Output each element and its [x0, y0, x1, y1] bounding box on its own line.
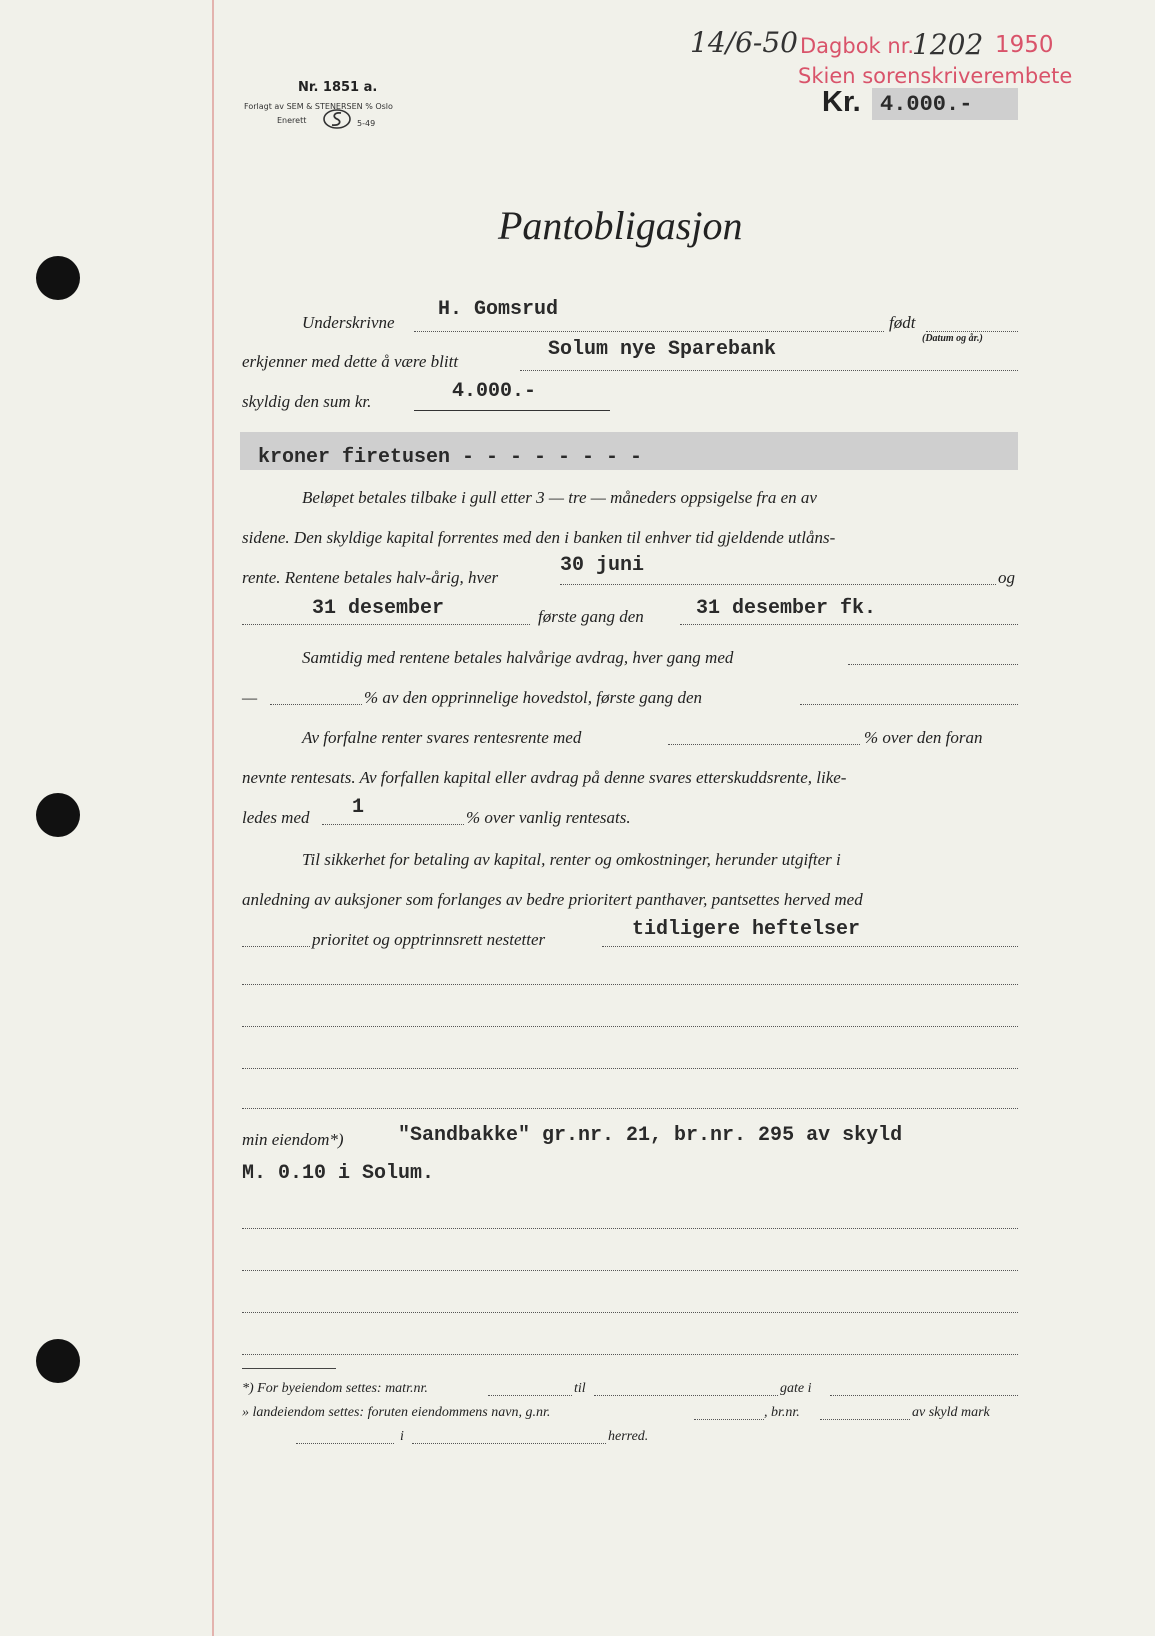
term1-value: 30 juni: [560, 554, 645, 577]
property-line1: "Sandbakke" gr.nr. 21, br.nr. 295 av skyld: [398, 1124, 903, 1147]
first-time-label: første gang den: [538, 607, 644, 626]
p3-rate-blank: [668, 744, 860, 745]
form-number: Nr. 1851 a.: [298, 80, 378, 95]
creditor-line: [520, 370, 1018, 371]
first-time-line: [680, 624, 1018, 625]
first-time-value: 31 desember fk.: [696, 597, 877, 620]
blank-line: [242, 1312, 1018, 1313]
owing-label: skyldig den sum kr.: [242, 392, 372, 411]
property-line2: M. 0.10 i Solum.: [242, 1162, 435, 1185]
publisher-logo-icon: [322, 108, 352, 135]
footnote-blank: [694, 1419, 764, 1420]
priority-line: [602, 946, 1018, 947]
p3-line1b: % over den foran: [864, 728, 983, 747]
dagbok-number: 1202: [912, 28, 984, 61]
p2-date-blank: [800, 704, 1018, 705]
p3-line2: nevnte rentesats. Av forfallen kapital eller avdrag på denne svares etterskuddsrente, like-: [242, 768, 847, 787]
eneret-label: Enerett: [277, 116, 307, 125]
document-title: Pantobligasjon: [498, 203, 743, 248]
p2-line2: % av den opprinnelige hovedstol, første gang den: [364, 688, 703, 707]
handwritten-date: 14/6-50: [690, 26, 798, 59]
term2-value: 31 desember: [312, 597, 445, 620]
punch-hole: [36, 256, 80, 300]
p2-line1: Samtidig med rentene betales halvårige avdrag, hver gang med: [302, 648, 734, 667]
undersigned-label: Underskrivne: [302, 313, 395, 332]
p3-line1a: Av forfalne renter svares rentesrente med: [302, 728, 582, 747]
owing-value: 4.000.-: [452, 380, 537, 403]
late-rate-value: 1: [352, 796, 365, 819]
footnote-blank: [820, 1419, 910, 1420]
late-rate-line: [322, 824, 464, 825]
footnote-blank: [412, 1443, 606, 1444]
kroner-words: kroner firetusen - - - - - - - -: [258, 446, 643, 469]
footnote-line3b: herred.: [608, 1429, 649, 1444]
born-line: [926, 331, 1018, 332]
p4-line3-lead: [242, 946, 310, 947]
blank-line: [242, 1108, 1018, 1109]
footnote-blank: [296, 1443, 394, 1444]
p3-line3a: ledes med: [242, 808, 310, 827]
priority-value: tidligere heftelser: [632, 918, 861, 941]
footnote-line3a: i: [400, 1429, 404, 1444]
footnote-line1b: til: [574, 1381, 586, 1396]
p1-line3b: og: [998, 568, 1015, 587]
footnote-blank: [488, 1395, 572, 1396]
amount-value: 4.000.-: [880, 92, 973, 117]
blank-line: [242, 1068, 1018, 1069]
born-hint: (Datum og år.): [922, 333, 983, 344]
blank-line: [242, 1270, 1018, 1271]
punch-hole: [36, 793, 80, 837]
term2-line: [242, 624, 530, 625]
blank-line: [242, 1354, 1018, 1355]
born-label: født: [889, 313, 916, 332]
p1-line1: Beløpet betales tilbake i gull etter 3 — tre — måneders oppsigelse fra en av: [302, 488, 817, 507]
footnote-rule: [242, 1368, 336, 1369]
blank-line: [242, 984, 1018, 985]
p4-line2: anledning av auksjoner som forlanges av bedre prioritert panthaver, pantsettes herved med: [242, 890, 863, 909]
p4-line3: prioritet og opptrinnsrett nestetter: [312, 930, 546, 949]
stamp-year: 1950: [995, 32, 1054, 58]
p1-line3a: rente. Rentene betales halv-årig, hver: [242, 568, 499, 587]
acknowledge-label: erkjenner med dette å være blitt: [242, 352, 459, 371]
blank-line: [242, 1026, 1018, 1027]
amount-label: Kr.: [822, 86, 861, 118]
term1-line: [560, 584, 996, 585]
footnote-line1c: gate i: [780, 1381, 812, 1396]
edition-label: 5-49: [357, 119, 376, 128]
p3-line3b: % over vanlig rentesats.: [466, 808, 631, 827]
footnote-line2a: » landeiendom settes: foruten eiendommens navn, g.nr.: [242, 1405, 551, 1420]
punch-hole: [36, 1339, 80, 1383]
blank-line: [242, 1228, 1018, 1229]
footnote-blank: [594, 1395, 778, 1396]
p2-line1-blank: [848, 664, 1018, 665]
p4-line1: Til sikkerhet for betaling av kapital, renter og omkostninger, herunder utgifter i: [302, 850, 841, 869]
footnote-blank: [830, 1395, 1018, 1396]
footnote-line1a: *) For byeiendom settes: matr.nr.: [242, 1381, 428, 1396]
p2-percent-blank: [270, 704, 362, 705]
publisher-line: Forlagt av SEM & STENERSEN % Oslo: [244, 102, 393, 111]
stamp-dagbok-label: Dagbok nr.: [800, 34, 915, 58]
p1-line2: sidene. Den skyldige kapital forrentes med den i banken til enhver tid gjeldende utlåns-: [242, 528, 836, 547]
footnote-line2b: , br.nr.: [764, 1405, 800, 1420]
margin-rule: [212, 0, 214, 1636]
owing-line: [414, 410, 610, 411]
p2-dash: —: [242, 688, 258, 707]
undersigned-value: H. Gomsrud: [438, 298, 559, 321]
property-label: min eiendom*): [242, 1130, 344, 1149]
creditor-value: Solum nye Sparebank: [548, 338, 777, 361]
footnote-line2c: av skyld mark: [912, 1405, 990, 1420]
undersigned-line: [414, 331, 884, 332]
stamp-office: Skien sorenskriverembete: [798, 64, 1073, 88]
